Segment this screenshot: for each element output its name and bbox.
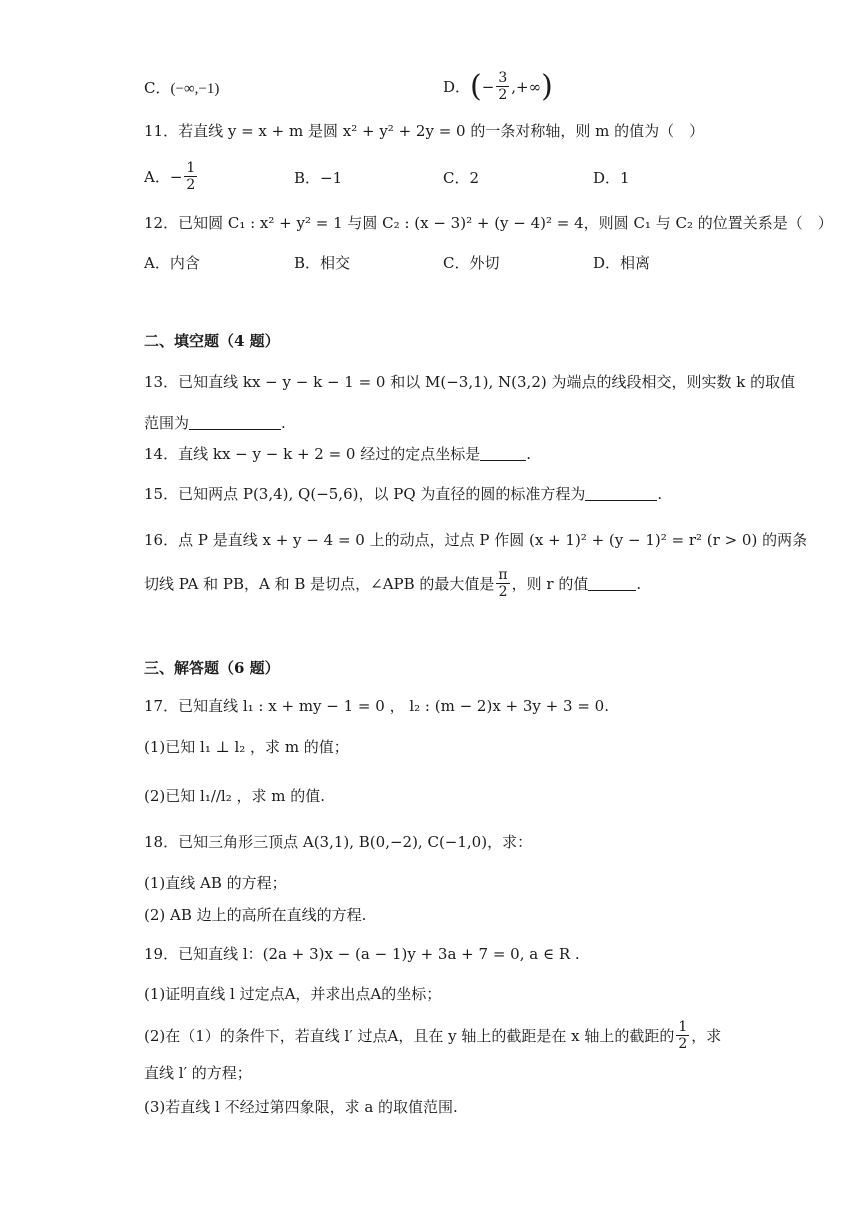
question-12: 12．已知圆 C₁ : x² + y² = 1 与圆 C₂ : (x − 3)² + (y − 4)² = 4，则圆 C₁ 与 C₂ 的位置关系是（ ） [144,214,833,232]
right-paren: ) [541,68,553,104]
fraction [184,160,197,193]
question-19: 19．已知直线 l：(2a + 3)x − (a − 1)y + 3a + 7 = 0, a ∈ R . [144,945,580,963]
fraction-numerator: 1 [186,160,196,176]
question-16-text-tail: ，则 r 的值 [511,574,589,593]
fraction-numerator: 1 [678,1019,688,1035]
q11-option-a [144,160,199,193]
q11-option-d: D．1 [593,169,630,187]
minus-sign: − [481,77,495,96]
question-14: 14．直线 kx − y − k + 2 = 0 经过的定点坐标是 . [144,445,532,463]
option-label: D． [443,77,471,96]
answer-blank[interactable] [588,576,636,591]
option-expression: (−∞,−1) [170,81,220,97]
question-19-part-2-tail: ，求 [691,1026,722,1045]
question-13-line-2: 范围为 . [144,414,286,432]
option-tail: ,+∞ [511,77,542,96]
section-heading-solutions: 三、解答题（6 题） [144,659,280,677]
q12-option-d: D．相离 [593,254,651,272]
fraction-numerator: 3 [498,70,508,86]
q12-option-c: C．外切 [443,254,500,272]
question-18: 18．已知三角形三顶点 A(3,1), B(0,−2), C(−1,0)，求： [144,833,533,851]
fraction [496,567,509,600]
question-18-part-1: (1)直线 AB 的方程； [144,874,287,892]
q12-option-a: A．内含 [144,254,200,272]
question-19-part-2-cont: 直线 l′ 的方程； [144,1064,252,1082]
fraction [676,1019,689,1052]
question-19-part-3: (3)若直线 l 不经过第四象限，求 a 的取值范围. [144,1098,458,1116]
left-paren: ( [470,68,482,104]
question-15: 15．已知两点 P(3,4), Q(−5,6)，以 PQ 为直径的圆的标准方程为 . [144,485,663,503]
question-16-line-1: 16．点 P 是直线 x + y − 4 = 0 上的动点，过点 P 作圆 (x + 1)² + (y − 1)² = r² (r > 0) 的两条 [144,531,808,549]
question-13-line-1: 13．已知直线 kx − y − k − 1 = 0 和以 M(−3,1), N(3,2) 为端点的线段相交，则实数 k 的取值 [144,373,796,391]
minus-sign: − [169,167,183,186]
question-11: 11．若直线 y = x + m 是圆 x² + y² + 2y = 0 的一条对称轴，则 m 的值为（ ） [144,122,705,140]
q12-option-b: B．相交 [294,254,351,272]
fraction-denominator: 2 [498,584,508,600]
q11-option-b: B．−1 [294,169,343,187]
question-19-part-2-text: (2)在（1）的条件下，若直线 l′ 过点A，且在 y 轴上的截距是在 x 轴上的截距的 [144,1026,675,1045]
fraction-denominator: 2 [498,87,508,103]
question-19-part-2 [144,1019,721,1052]
question-18-part-2: (2) AB 边上的高所在直线的方程. [144,906,367,924]
option-d-prev [443,70,553,103]
question-16-text: 切线 PA 和 PB，A 和 B 是切点，∠APB 的最大值是 [144,574,495,593]
question-17-part-1: (1)已知 l₁ ⊥ l₂ ，求 m 的值； [144,738,349,756]
question-16-line-2: 切线 PA 和 PB，A 和 B 是切点，∠APB 的最大值是 $\frac{\pi}{2}$ ，则 r 的值 . [144,567,642,600]
fraction [496,70,509,103]
question-17-part-2: (2)已知 l₁//l₂ ，求 m 的值. [144,787,326,805]
answer-blank[interactable] [189,415,281,430]
question-13-text: 范围为 [144,414,190,432]
fraction-numerator: π [498,567,508,583]
answer-blank[interactable] [480,446,526,461]
question-17: 17．已知直线 l₁ : x + my − 1 = 0 ， l₂ : (m − 2)x + 3y + 3 = 0. [144,697,609,715]
option-label: A． [144,167,170,186]
fraction-denominator: 2 [186,177,196,193]
fraction-denominator: 2 [678,1036,688,1052]
question-19-part-1: (1)证明直线 l 过定点A，并求出点A的坐标； [144,985,442,1003]
question-14-text: 14．直线 kx − y − k + 2 = 0 经过的定点坐标是 [144,445,481,463]
section-heading-fill-in: 二、填空题（4 题） [144,332,280,350]
question-15-text: 15．已知两点 P(3,4), Q(−5,6)，以 PQ 为直径的圆的标准方程为 [144,485,586,503]
q11-option-c: C．2 [443,169,480,187]
option-c-prev [144,78,219,99]
answer-blank[interactable] [585,486,657,501]
option-label: C． [144,79,171,97]
